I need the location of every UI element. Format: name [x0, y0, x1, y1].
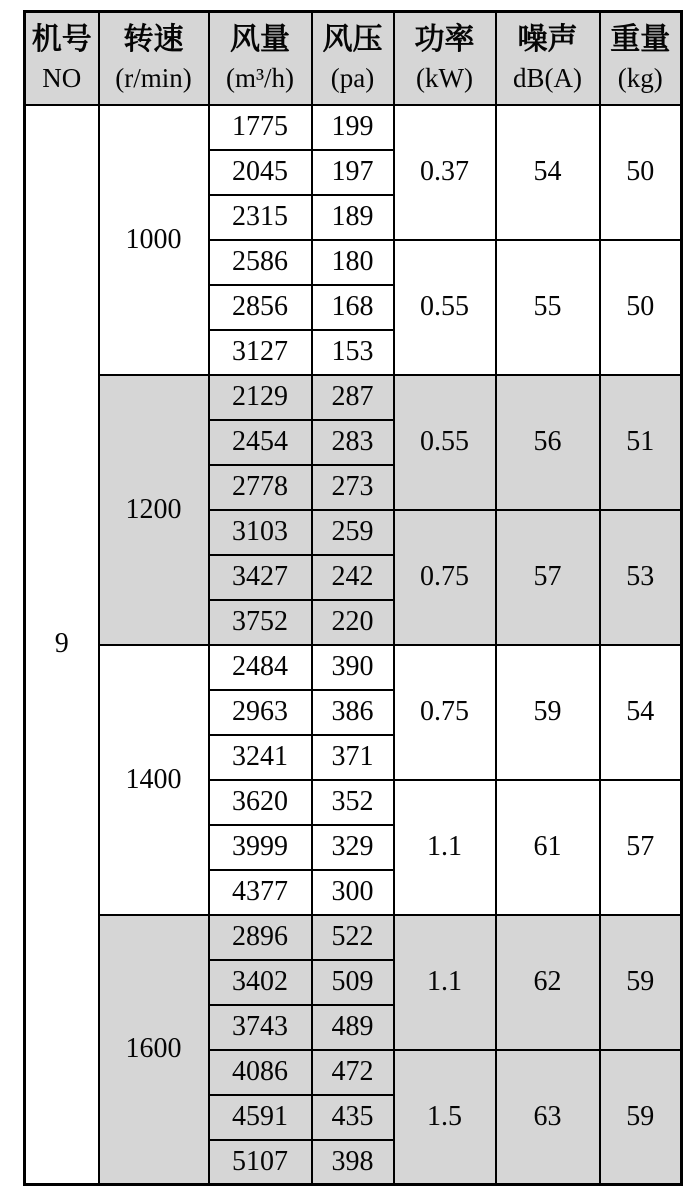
fan-spec-table: [23, 10, 683, 1186]
table-body: [25, 105, 682, 1185]
pressure-cell: 168: [312, 285, 394, 330]
pressure-cell: 386: [312, 690, 394, 735]
header-title: 噪声: [517, 22, 578, 56]
speed-cell: 1000: [99, 105, 209, 375]
header-cell-col-flow: [209, 12, 312, 105]
pressure-cell: 329: [312, 825, 394, 870]
noise-cell: 59: [496, 645, 600, 780]
table-row: [25, 375, 682, 420]
pressure-cell: 189: [312, 195, 394, 240]
power-cell: 1.5: [394, 1050, 496, 1185]
flow-cell: 4377: [209, 870, 312, 915]
header-unit: (pa): [330, 62, 375, 93]
pressure-cell: 287: [312, 375, 394, 420]
pressure-cell: 435: [312, 1095, 394, 1140]
noise-cell: 62: [496, 915, 600, 1050]
flow-cell: 2315: [209, 195, 312, 240]
weight-cell: 51: [600, 375, 682, 510]
header-row: [25, 12, 682, 105]
pressure-cell: 300: [312, 870, 394, 915]
flow-cell: 2963: [209, 690, 312, 735]
flow-cell: 2856: [209, 285, 312, 330]
power-cell: 0.37: [394, 105, 496, 240]
flow-cell: 5107: [209, 1140, 312, 1185]
header-cell-col-weight: [600, 12, 682, 105]
flow-cell: 2454: [209, 420, 312, 465]
power-cell: 0.75: [394, 510, 496, 645]
flow-cell: 2129: [209, 375, 312, 420]
pressure-cell: 398: [312, 1140, 394, 1185]
machine-no-cell: 9: [25, 105, 99, 1185]
flow-cell: 4086: [209, 1050, 312, 1095]
power-cell: 1.1: [394, 915, 496, 1050]
flow-cell: 3743: [209, 1005, 312, 1050]
pressure-cell: 199: [312, 105, 394, 150]
table-header: [25, 12, 682, 105]
weight-cell: 59: [600, 1050, 682, 1185]
header-title: 风压: [322, 22, 383, 56]
pressure-cell: 352: [312, 780, 394, 825]
header-unit: (r/min): [115, 62, 192, 93]
flow-cell: 3127: [209, 330, 312, 375]
header-unit: dB(A): [513, 62, 582, 93]
pressure-cell: 390: [312, 645, 394, 690]
weight-cell: 59: [600, 915, 682, 1050]
header-unit: (kg): [617, 62, 663, 93]
header-cell-col-no: [25, 12, 99, 105]
flow-cell: 3103: [209, 510, 312, 555]
pressure-cell: 371: [312, 735, 394, 780]
header-cell-col-power: [394, 12, 496, 105]
header-unit: (kW): [416, 62, 473, 93]
power-cell: 0.55: [394, 375, 496, 510]
flow-cell: 3402: [209, 960, 312, 1005]
flow-cell: 2586: [209, 240, 312, 285]
flow-cell: 3752: [209, 600, 312, 645]
header-unit: (m³/h): [225, 62, 295, 93]
header-title: 风量: [230, 22, 290, 56]
power-cell: 1.1: [394, 780, 496, 915]
flow-cell: 2484: [209, 645, 312, 690]
header-cell-col-noise: [496, 12, 600, 105]
header-cell-col-speed: [99, 12, 209, 105]
pressure-cell: 180: [312, 240, 394, 285]
weight-cell: 53: [600, 510, 682, 645]
header-cell-col-pressure: [312, 12, 394, 105]
weight-cell: 54: [600, 645, 682, 780]
flow-cell: 2896: [209, 915, 312, 960]
pressure-cell: 259: [312, 510, 394, 555]
noise-cell: 61: [496, 780, 600, 915]
pressure-cell: 489: [312, 1005, 394, 1050]
table-row: [25, 915, 682, 960]
header-title: 转速: [123, 22, 184, 56]
table-row: [25, 645, 682, 690]
power-cell: 0.75: [394, 645, 496, 780]
speed-cell: 1600: [99, 915, 209, 1185]
pressure-cell: 197: [312, 150, 394, 195]
pressure-cell: 522: [312, 915, 394, 960]
header-title: 机号: [31, 22, 92, 56]
speed-cell: 1400: [99, 645, 209, 915]
weight-cell: 57: [600, 780, 682, 915]
pressure-cell: 273: [312, 465, 394, 510]
flow-cell: 3620: [209, 780, 312, 825]
pressure-cell: 509: [312, 960, 394, 1005]
flow-cell: 4591: [209, 1095, 312, 1140]
noise-cell: 57: [496, 510, 600, 645]
header-unit: NO: [42, 62, 82, 93]
flow-cell: 2045: [209, 150, 312, 195]
header-title: 功率: [414, 22, 475, 56]
flow-cell: 3999: [209, 825, 312, 870]
flow-cell: 3241: [209, 735, 312, 780]
noise-cell: 54: [496, 105, 600, 240]
table-row: [25, 105, 682, 150]
pressure-cell: 283: [312, 420, 394, 465]
speed-cell: 1200: [99, 375, 209, 645]
noise-cell: 55: [496, 240, 600, 375]
weight-cell: 50: [600, 240, 682, 375]
pressure-cell: 242: [312, 555, 394, 600]
weight-cell: 50: [600, 105, 682, 240]
pressure-cell: 220: [312, 600, 394, 645]
header-title: 重量: [610, 22, 671, 56]
flow-cell: 2778: [209, 465, 312, 510]
flow-cell: 1775: [209, 105, 312, 150]
flow-cell: 3427: [209, 555, 312, 600]
power-cell: 0.55: [394, 240, 496, 375]
noise-cell: 63: [496, 1050, 600, 1185]
pressure-cell: 153: [312, 330, 394, 375]
pressure-cell: 472: [312, 1050, 394, 1095]
noise-cell: 56: [496, 375, 600, 510]
